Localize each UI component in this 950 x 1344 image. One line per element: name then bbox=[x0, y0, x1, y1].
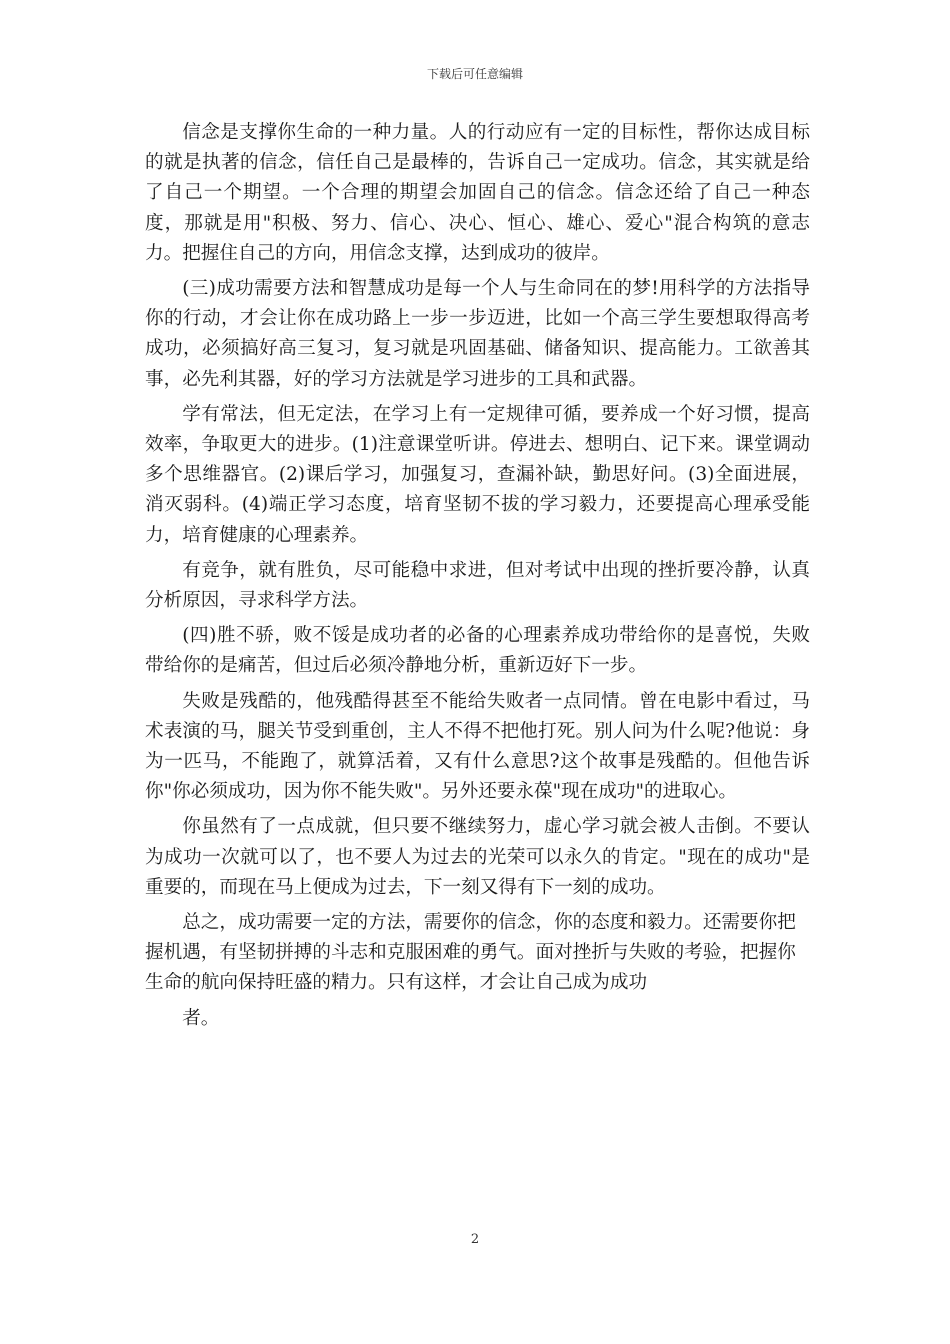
page-header: 下载后可任意编辑 bbox=[426, 67, 523, 81]
paragraph-conclusion-tail: 者。 bbox=[182, 1007, 220, 1029]
page-number: 2 bbox=[470, 1232, 480, 1247]
paragraph-conclusion: 总之，成功需要一定的方法，需要你的信念，你的态度和毅力。还需要你把握机遇，有坚韧拼搏的斗志和克服困难的勇气。面对挫折与失败的考验，把握你生命的航向保持旺盛的精力。只有这样，才会让自己成为成功 bbox=[145, 912, 796, 994]
paragraph-competition: 有竞争，就有胜负，尽可能稳中求进，但对考试中出现的挫折要冷静，认真分析原因，寻求科学方法。 bbox=[145, 559, 810, 612]
paragraph-keep-striving: 你虽然有了一点成就，但只要不继续努力，虚心学习就会被人击倒。不要认为成功一次就可以了，也不要人为过去的光荣可以永久的肯定。"现在的成功"是重要的，而现在马上便成为过去，下一刻又得有下一刻的成功。 bbox=[145, 816, 810, 898]
document-body bbox=[145, 118, 810, 1039]
paragraph-method-wisdom: (三)成功需要方法和智慧成功是每一个人与生命同在的梦!用科学的方法指导你的行动，才会让你在成功路上一步一步迈进，比如一个高三学生要想取得高考成功，必须搞好高三复习，复习就是巩固基础、储备知识、提高能力。工欲善其事，必先利其器，好的学习方法就是学习进步的工具和武器。 bbox=[145, 278, 810, 390]
paragraph-study-habits: 学有常法，但无定法，在学习上有一定规律可循，要养成一个好习惯，提高效率，争取更大的进步。(1)注意课堂听讲。停进去、想明白、记下来。课堂调动多个思维器官。(2)课后学习，加强复习，查漏补缺，勤思好问。(3)全面进展，消灭弱科。(4)端正学习态度，培育坚韧不拔的学习毅力，还要提高心理承受能力，培育健康的心理素养。 bbox=[145, 403, 810, 546]
paragraph-mindset: (四)胜不骄，败不馁是成功者的必备的心理素养成功带给你的是喜悦，失败带给你的是痛苦，但过后必须冷静地分析，重新迈好下一步。 bbox=[145, 625, 810, 677]
paragraph-belief: 信念是支撑你生命的一种力量。人的行动应有一定的目标性，帮你达成目标的就是执著的信念，信任自己是最棒的，告诉自己一定成功。信念，其实就是给了自己一个期望。一个合理的期望会加固自己的信念。信念还给了自己一种态度，那就是用"积极、努力、信心、决心、恒心、雄心、爱心"混合构筑的意志力。把握住自己的方向，用信念支撑，达到成功的彼岸。 bbox=[145, 122, 810, 264]
paragraph-failure: 失败是残酷的，他残酷得甚至不能给失败者一点同情。曾在电影中看过，马术表演的马，腿关节受到重创，主人不得不把他打死。别人问为什么呢?他说：身为一匹马，不能跑了，就算活着，又有什么意思?这个故事是残酷的。但他告诉你"你必须成功，因为你不能失败"。另外还要永葆"现在成功"的进取心。 bbox=[145, 690, 810, 803]
